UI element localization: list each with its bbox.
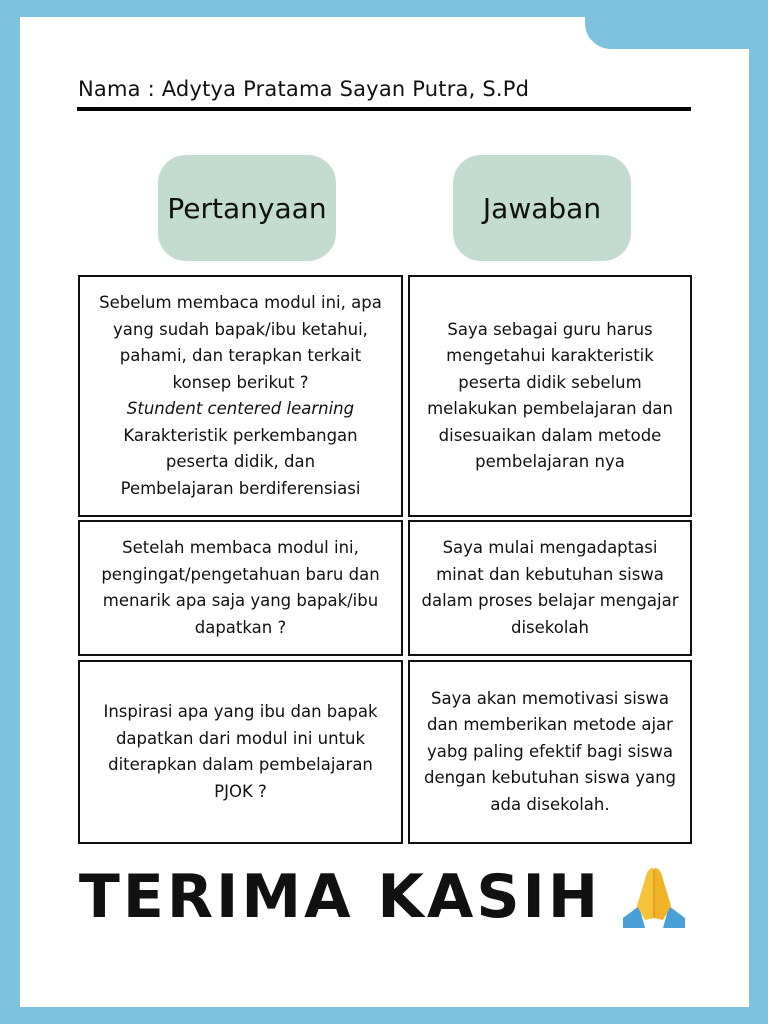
question-3-line: Inspirasi apa yang ibu dan bapak (103, 702, 378, 721)
question-1-line: pahami, dan terapkan terkait (119, 346, 362, 365)
answer-1-line: pembelajaran nya (475, 452, 625, 471)
question-1-line: Sebelum membaca modul ini, apa (99, 293, 382, 312)
question-2-line: Setelah membaca modul ini, (122, 538, 359, 557)
question-column-header: Pertanyaan (158, 155, 336, 261)
answer-2-line: Saya mulai mengadaptasi (442, 538, 658, 557)
answer-cell-1 (408, 275, 692, 517)
answer-3-line: dan memberikan metode ajar (427, 715, 673, 735)
question-1-line: konsep berikut ? (172, 372, 309, 392)
answer-3-line: dengan kebutuhan siswa yang (423, 768, 677, 788)
thank-you-footer (0, 862, 768, 932)
question-cell-3 (78, 660, 403, 844)
question-1-line: yang sudah bapak/ibu ketahui, (113, 319, 368, 339)
question-3-line: diterapkan dalam pembelajaran (108, 755, 373, 774)
header-rule (77, 107, 691, 111)
answer-3-line: Saya akan memotivasi siswa (430, 688, 670, 708)
answer-cell-3 (408, 660, 692, 844)
question-1-line: Pembelajaran berdiferensiasi (120, 478, 361, 498)
answer-2-line: disekolah (510, 617, 590, 637)
question-cell-1 (78, 275, 403, 517)
question-1-line: peserta didik, dan (165, 452, 316, 471)
question-1-line: Stundent centered learning (126, 399, 355, 418)
answer-3-line: ada disekolah. (490, 794, 610, 814)
question-cell-2 (78, 520, 403, 656)
question-3-line: PJOK ? (214, 781, 267, 801)
answer-3-line: yabg paling efektif bagi siswa (426, 741, 674, 761)
thank-you-text: TERIMA KASIH (78, 862, 602, 932)
answer-1-line: peserta didik sebelum (458, 372, 642, 392)
question-3-line: dapatkan dari modul ini untuk (115, 728, 366, 748)
question-2-line: menarik apa saja yang bapak/ibu (102, 591, 379, 610)
name-line: Nama : Adytya Pratama Sayan Putra, S.Pd (78, 77, 530, 101)
answer-column-header: Jawaban (453, 155, 631, 261)
question-2-line: pengingat/pengetahuan baru dan (101, 564, 380, 584)
answer-1-line: disesuaikan dalam metode (438, 425, 662, 445)
question-1-line: Karakteristik perkembangan (123, 425, 358, 445)
answer-1-line: mengetahui karakteristik (446, 346, 654, 365)
corner-tab (585, 0, 768, 49)
answer-1-line: Saya sebagai guru harus (447, 319, 653, 339)
answer-1-line: melakukan pembelajaran dan (427, 399, 673, 418)
folded-hands-icon (619, 862, 689, 932)
answer-2-line: minat dan kebutuhan siswa (436, 564, 664, 584)
answer-2-line: dalam proses belajar mengajar (421, 591, 679, 610)
answer-cell-2 (408, 520, 692, 656)
question-2-line: dapatkan ? (194, 617, 287, 637)
